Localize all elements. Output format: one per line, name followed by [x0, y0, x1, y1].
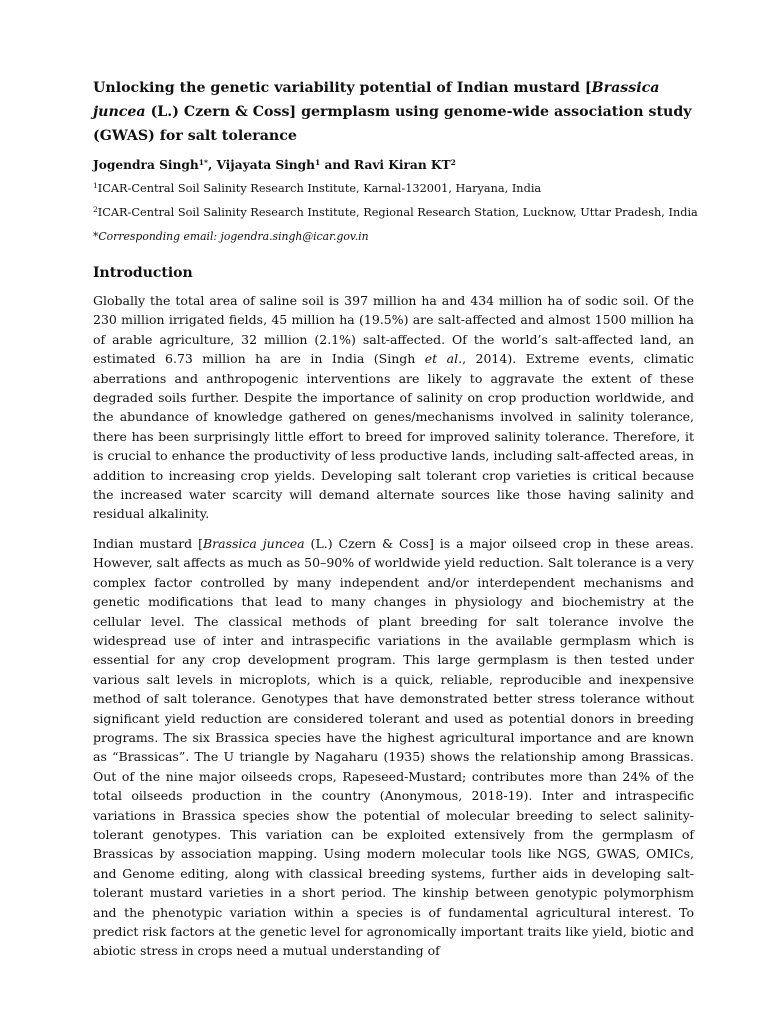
- paragraph-text: Globally the total area of saline soil is 397 million ha and 434 million ha of sodic soil. Of the 230 million irrigated fields, 45 million ha (19.5%) are salt-affected and almost 1500 million ha of arable agriculture, 32 million (2.1%) salt-affected. Of the world’s salt-affected land, an estimated 6.73 million ha are in India (Singh: [93, 293, 694, 367]
- affiliation-1: [93, 180, 694, 198]
- author-name: Ravi Kiran KT: [354, 158, 451, 172]
- author-affiliation-mark: 2: [450, 158, 456, 167]
- title-species-italic: Brassica juncea: [93, 80, 660, 120]
- author-list: [93, 156, 694, 174]
- affiliation-mark: 2: [93, 205, 98, 214]
- body-paragraph-2: [93, 534, 694, 961]
- paragraph-text: Indian mustard [: [93, 535, 203, 551]
- author-separator: and: [320, 158, 355, 172]
- paragraph-italic-text: Brassica juncea: [202, 535, 305, 551]
- author-name: Vijayata Singh: [216, 158, 316, 172]
- author-affiliation-mark: 1: [315, 158, 321, 167]
- affiliation-text: ICAR-Central Soil Salinity Research Institute, Karnal-132001, Haryana, India: [97, 182, 542, 195]
- author-separator: ,: [207, 158, 217, 172]
- corresponding-email: *Corresponding email: jogendra.singh@icar.gov.in: [93, 230, 369, 243]
- affiliation-mark: 1: [93, 181, 98, 190]
- title-part-2: (L.) Czern & Coss] germplasm using genome-wide association study (GWAS) for salt tolerance: [93, 104, 692, 144]
- affiliation-2: [93, 204, 698, 222]
- paragraph-text: ., 2014). Extreme events, climatic aberrations and anthropogenic interventions are likely to aggravate the extent of these degraded soils further. Despite the importance of salinity on crop production worldwide, and the abundance of knowledge gathered on genes/mechanisms involved in salinity tolerance, there has been surprisingly little effort to breed for improved salinity tolerance. Therefore, it is crucial to enhance the productivity of less productive lands, including salt-affected areas, in addition to increasing crop yields. Developing salt tolerant crop varieties is critical because the increased water scarcity will demand alternate sources like those having salinity and residual alkalinity.: [93, 351, 694, 522]
- section-heading-introduction: Introduction: [93, 265, 193, 281]
- affiliation-text: ICAR-Central Soil Salinity Research Institute, Regional Research Station, Lucknow, Uttar Pradesh, India: [97, 206, 698, 219]
- author-affiliation-mark: 1*: [198, 158, 208, 167]
- paper-title: [93, 76, 694, 148]
- paragraph-text: (L.) Czern & Coss] is a major oilseed crop in these areas. However, salt affects as much as 50–90% of worldwide yield reduction. Salt tolerance is a very complex factor controlled by many independent and/or interdependent mechanisms and genetic modifications that lead to many changes in physiology and biochemistry at the cellular level. The classical methods of plant breeding for salt tolerance involve the widespread use of inter and intraspecific variations in the available germplasm which is essential for any crop development program. This large germplasm is then tested under various salt levels in microplots, which is a quick, reliable, reproducible and inexpensive method of salt tolerance. Genotypes that have demonstrated better stress tolerance without significant yield reduction are considered tolerant and used as potential donors in breeding programs. The six Brassica species have the highest agricultural importance and are known as “Brassicas”. The U triangle by Nagaharu (1935) shows the relationship among Brassicas. Out of the nine major oilseeds crops, Rapeseed-Mustard; contributes more than 24% of the total oilseeds production in the country (Anonymous, 2018-19). Inter and intraspecific variations in Brassica species show the potential of molecular breeding to select salinity-tolerant genotypes. This variation can be exploited extensively from the germplasm of Brassicas by association mapping. Using modern molecular tools like NGS, GWAS, OMICs, and Genome editing, along with classical breeding systems, further aids in developing salt-tolerant mustard varieties in a short period. The kinship between genotypic polymorphism and the phenotypic variation within a species is of fundamental agricultural interest. To predict risk factors at the genetic level for agronomically important traits like yield, biotic and abiotic stress in crops need a mutual understanding of: [93, 535, 694, 959]
- title-part-1: Unlocking the genetic variability potential of Indian mustard [: [93, 80, 592, 96]
- paragraph-italic-text: et al: [424, 351, 459, 367]
- author-name: Jogendra Singh: [93, 158, 199, 172]
- body-paragraph-1: [93, 291, 694, 524]
